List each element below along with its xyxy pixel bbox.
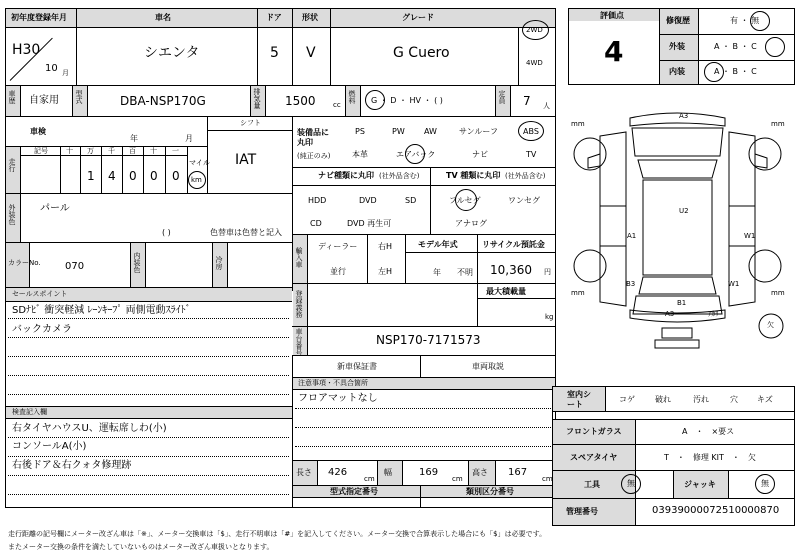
displacement-label: 排気量 [253, 88, 261, 109]
equip-ps: PS [355, 127, 365, 136]
model-year-label: モデル年式 [418, 240, 458, 249]
use-label: 車歴 [8, 90, 16, 104]
fuel-label: 燃料 [348, 90, 356, 104]
fuel-options: G ・ D ・ HV ・ ( ) [371, 96, 443, 105]
interior-options: A ・ B ・ C [714, 67, 757, 76]
equip-sunroof: サンルーフ [459, 127, 498, 136]
import-right: 右H [378, 242, 393, 251]
navi-sd: SD [405, 196, 417, 205]
notes-label: 注意事項・不具合箇所 [298, 379, 368, 387]
seat-koge: コゲ [619, 395, 635, 404]
sales-point-line-2: バックカメラ [12, 324, 72, 335]
footer-note-2: またメーター交換の条件を満たしていないものはメーター改ざん車扱いとなります。 [8, 543, 274, 551]
shaken-month: 月 [185, 134, 193, 143]
length-unit: cm [364, 475, 375, 483]
color-no-label: カラーNo. [8, 259, 41, 267]
first-reg-label: 初年度登録年月 [11, 13, 67, 22]
mileage-digit-3: 0 [129, 169, 137, 183]
diagram-mm-1: mm [571, 120, 585, 128]
tool-value: 無 [627, 479, 635, 488]
equip-airbag: エアバック [396, 150, 436, 159]
drive-2wd: 2WD [526, 26, 543, 34]
mileage-kigo: 記号 [34, 147, 48, 155]
tv-title: TV 種類に丸印 [446, 171, 501, 180]
control-number-value: 03939000072510000870 [652, 505, 780, 516]
drive-4wd: 4WD [526, 59, 543, 67]
door-value: 5 [270, 45, 279, 61]
digit-label-3: 百 [129, 147, 136, 155]
notes-text: フロアマットなし [298, 393, 378, 404]
footer-note-1: 走行距離の記号欄にメーター改ざん車は「※」、メーター交換車は「$」、走行不明車は「#」を記入してください。メーター交換で合算表示した場合にも「$」は必要です。 [8, 530, 547, 538]
mileage-digit-5: 0 [172, 169, 180, 183]
spare-tire-label: スペアタイヤ [570, 453, 618, 462]
door-label: ドア [266, 13, 282, 22]
repair-options: 有 ・ 無 [730, 16, 760, 25]
shape-value: V [306, 45, 316, 61]
score-value: 4 [604, 35, 624, 68]
model-label: 型式 [75, 90, 83, 104]
interior-color-label: 内装色 [133, 252, 141, 273]
recycle-value: 10,360 [490, 263, 532, 277]
control-number-label: 管理番号 [566, 507, 598, 516]
registration-label: 登録義務 [295, 290, 303, 318]
jack-value: 無 [761, 479, 769, 488]
model-year-value: 年 不明 [433, 268, 473, 277]
diagram-label-akari: ｱｶﾘ [708, 310, 719, 318]
seat-kizu: キズ [757, 395, 773, 404]
spare-tire-value: T ・ 修理 KIT ・ 欠 [664, 453, 756, 462]
seat-yabure: 破れ [655, 395, 671, 404]
length-value: 426 [328, 467, 348, 478]
front-glass-value: A ・ ×要ス [682, 427, 735, 436]
interior-seat-label: 室内シート [567, 390, 591, 410]
tool-label: 工具 [584, 480, 600, 489]
navi-dvd-play: DVD 再生可 [347, 219, 392, 228]
max-load-label: 最大積載量 [486, 287, 526, 296]
repair-label: 修復歴 [666, 16, 690, 25]
import-parallel: 並行 [330, 267, 346, 276]
navi-dvd: DVD [359, 196, 377, 205]
first-reg-year: H30 [12, 42, 41, 58]
digit-label-1: 万 [87, 147, 94, 155]
capacity-label: 定員 [498, 90, 506, 104]
car-name: シエンタ [144, 45, 200, 61]
cc-unit: cc [333, 101, 341, 109]
diagram-label-b3: B3 [626, 280, 636, 288]
navi-title: ナビ種類に丸印 [318, 171, 374, 180]
width-value: 169 [419, 467, 439, 478]
shape-label: 形状 [302, 13, 318, 22]
shift-value: IAT [235, 152, 257, 168]
car-body-diagram [560, 96, 795, 386]
inspection-line-1: 右タイヤハウスU、運転席しわ(小) [12, 423, 167, 434]
exterior-label: 外装 [669, 42, 685, 51]
mileage-digit-1: 1 [87, 169, 95, 183]
sales-points-label: セールスポイント [12, 290, 68, 298]
model-value: DBA-NSP170G [120, 94, 206, 108]
capacity-value: 7 [523, 94, 531, 108]
color-no-value: 070 [65, 261, 85, 272]
diagram-mm-4: mm [771, 289, 785, 297]
seat-yogore: 汚れ [693, 395, 709, 404]
tv-analog: アナログ [455, 219, 487, 228]
interior-label: 内装 [669, 67, 685, 76]
width-unit: cm [452, 475, 463, 483]
inspection-line-3: 右後ドア＆右クォタ修理跡 [12, 460, 132, 471]
exterior-options: A ・ B ・ C [714, 42, 757, 51]
diagram-mm-2: mm [771, 120, 785, 128]
displacement-value: 1500 [285, 94, 316, 108]
score-label: 評価点 [600, 11, 624, 20]
equip-aw: AW [424, 127, 437, 136]
height-value: 167 [508, 467, 528, 478]
digit-label-4: 十 [150, 147, 157, 155]
shaken-year: 年 [130, 134, 138, 143]
equip-abs: ABS [523, 127, 539, 136]
equip-navi: ナビ [472, 150, 488, 159]
import-dealer: ディーラー [318, 242, 358, 251]
repair-none-circle [750, 11, 770, 31]
equip-pw: PW [392, 127, 405, 136]
digit-label-2: 千 [108, 147, 115, 155]
height-label: 高さ [472, 468, 488, 477]
interior-a-circle [704, 62, 724, 82]
tv-sub: (社外品含む) [505, 172, 546, 180]
mileage-label: 走行 [8, 158, 16, 172]
seat-ana: 穴 [730, 395, 738, 404]
length-label: 長さ [296, 468, 312, 477]
navi-cd: CD [310, 219, 322, 228]
diagram-label-a3b: A3 [665, 310, 675, 318]
cooler-label: 冷房 [215, 256, 223, 270]
month-suffix: 月 [62, 69, 69, 77]
shift-label: シフト [240, 119, 261, 127]
inspection-label: 検査記入欄 [12, 408, 47, 416]
navi-sub: (社外品含む) [379, 172, 420, 180]
recycle-label: リサイクル預託金 [482, 240, 545, 249]
color-value: パール [40, 203, 70, 214]
diagram-label-u2: U2 [679, 207, 689, 215]
color-paren: ( ) [162, 228, 171, 237]
equipment-label: 装備品に丸印 [297, 128, 329, 148]
equip-leather: 本革 [352, 150, 368, 159]
use-value: 自家用 [29, 95, 59, 106]
diagram-label-a1: A1 [627, 232, 637, 240]
class-number-label: 類別区分番号 [466, 487, 514, 496]
jack-label: ジャッキ [684, 480, 716, 489]
first-reg-month: 10 [45, 63, 58, 74]
diagram-label-w1b: W1 [728, 280, 740, 288]
diagram-label-kizu: 欠 [767, 321, 774, 329]
diagram-label-a3: A3 [679, 112, 689, 120]
mileage-digit-2: 4 [108, 169, 116, 183]
diagram-label-w1: W1 [744, 232, 756, 240]
new-car-warranty: 新車保証書 [337, 362, 377, 371]
chassis-label: 車台番号 [295, 328, 303, 356]
chassis-value: NSP170-7171573 [376, 333, 481, 347]
max-load-kg: kg [545, 313, 554, 321]
car-name-label: 車名 [155, 13, 171, 22]
diagram-label-b1: B1 [677, 299, 687, 307]
type-designation-label: 型式指定番号 [330, 487, 378, 496]
inspection-line-2: コンソールA(小) [12, 441, 87, 452]
front-glass-label: フロントガラス [566, 427, 622, 436]
color-note: 色替車は色替と記入 [210, 228, 282, 237]
sales-point-line-1: SDﾅﾋﾞ 衝突軽減 ﾚｰﾝｷｰﾌﾟ 両側電動ｽﾗｲﾄﾞ [12, 305, 191, 316]
vehicle-manual: 車両取説 [472, 362, 504, 371]
exterior-c-circle [765, 37, 785, 57]
equipment-sub: (純正のみ) [297, 152, 331, 160]
navi-hdd: HDD [308, 196, 327, 205]
tv-fullseg: フルセグ [449, 196, 481, 205]
digit-label-0: 十 [66, 147, 73, 155]
digit-label-5: 一 [172, 147, 179, 155]
width-label: 幅 [384, 468, 392, 477]
color-label: 外装色 [8, 204, 16, 225]
mile-unit: マイル [189, 159, 210, 167]
km-unit: km [191, 176, 202, 184]
grade-value: G Cuero [393, 45, 450, 61]
diagram-mm-3: mm [571, 289, 585, 297]
height-unit: cm [542, 475, 553, 483]
shaken-label: 車検 [30, 127, 46, 136]
import-label: 輸入車 [295, 247, 303, 268]
capacity-unit: 人 [543, 102, 550, 110]
grade-label: グレード [402, 13, 434, 22]
import-left: 左H [378, 267, 393, 276]
equip-tv: TV [526, 150, 537, 159]
recycle-yen: 円 [544, 268, 551, 276]
mileage-digit-4: 0 [150, 169, 158, 183]
tv-oneseg: ワンセグ [508, 196, 540, 205]
